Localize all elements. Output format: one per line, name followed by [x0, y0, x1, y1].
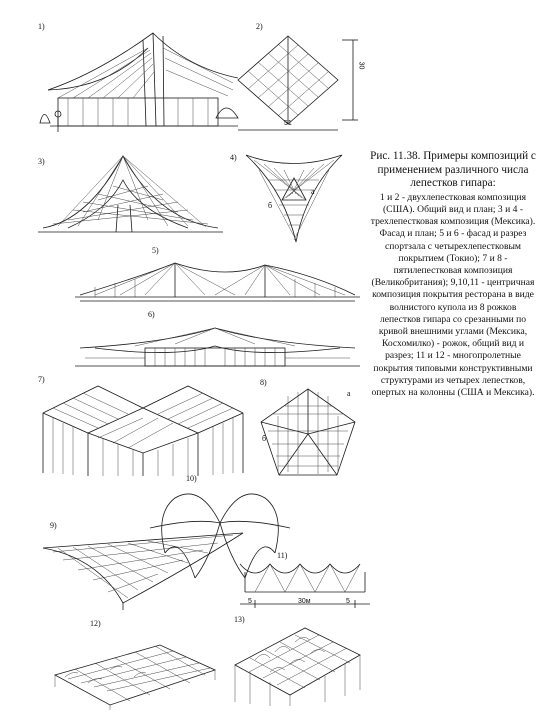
figure-label-3: 3): [38, 157, 45, 166]
figure-label-12: 12): [90, 619, 101, 628]
figure-13-drawing: [225, 620, 365, 708]
fig11-right-dimension: 5: [346, 598, 350, 605]
figure-label-1: 1): [38, 22, 45, 31]
figure-7-drawing: [38, 378, 248, 478]
fig4-mark-a: а: [311, 187, 315, 196]
figure-6-drawing: [75, 318, 360, 373]
figure-3-drawing: [38, 150, 223, 238]
figure-label-6: 6): [148, 310, 155, 319]
figure-label-2: 2): [256, 22, 263, 31]
figure-label-11: 11): [277, 551, 288, 560]
figure-label-10: 10): [186, 474, 197, 483]
fig11-span-dimension: 30м: [298, 598, 311, 605]
caption-body: 1 и 2 - двухлепестковая композиция (США). Общий вид и план; 3 и 4 - трехлепестковая композиция (Мексика). Фасад и план; 5 и 6 - фасад и разрез спортзала с четырехлепестковым покрытием (Токио); 7 и 8 - пятилепестковая композиция (Великобритания); 9,10,11 - центричная композиция покрытия ресторана в виде волнистого купола из 8 рожков лепестков гипара со срезанными по кривой внешними углами (Мексика, Косхомилко) - рожок, общий вид и разрез; 11 и 12 - многопролетные покрытия типовыми конструктивными структурами из четырех лепестков, опертых на колонны (США и Мексика).: [370, 191, 536, 399]
fig4-mark-b: б: [268, 201, 273, 210]
figure-4-drawing: [244, 150, 349, 245]
figure-caption: [370, 150, 536, 399]
figure-label-13: 13): [234, 615, 245, 624]
fig8-mark-b: б: [262, 434, 267, 443]
figure-label-7: 7): [38, 375, 45, 384]
figure-2-drawing: [238, 28, 368, 133]
fig2-width-dimension: 51: [284, 120, 292, 127]
figure-label-4: 4): [230, 153, 237, 162]
figure-8-drawing: [258, 386, 358, 478]
figure-5-drawing: [75, 255, 360, 305]
figure-label-8: 8): [260, 378, 267, 387]
figure-label-5: 5): [152, 246, 159, 255]
fig2-height-dimension: 30: [357, 61, 365, 70]
figure-9-drawing: [38, 518, 248, 613]
figure-1-drawing: [38, 28, 248, 140]
fig8-mark-a: а: [347, 389, 351, 398]
figure-12-drawing: [50, 625, 220, 710]
fig11-left-dimension: 5: [248, 598, 252, 605]
caption-title: Рис. 11.38. Примеры композиций с применением различного числа лепестков гипара:: [370, 150, 536, 190]
figure-label-9: 9): [50, 521, 57, 530]
